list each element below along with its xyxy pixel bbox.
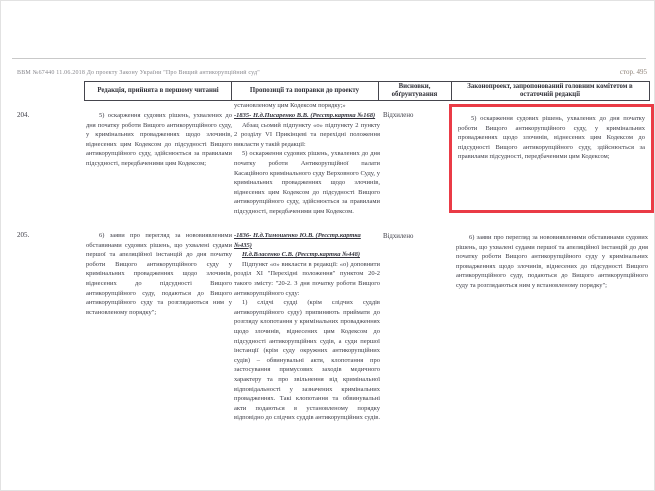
final-edition-text-204: 5) оскарження судових рішень, ухвалених до дня початку роботи Вищого антикорупційного суду, у кримінальних провадженнях щодо злочинів, віднесених цим Кодексом до підсудності Вищого антикорупційного суду, здійснюється за правилами підсудності, передбаченими цим Кодексом; [458, 115, 645, 161]
column-header-conclusions: Висновки, обґрунтування [378, 81, 452, 101]
red-highlight-box [449, 104, 654, 213]
amendment-paragraph: Абзац сьомий підпункту «о» підпункту 2 пункту 2 розділу VI Прикінцеві та перехідні положення викласти у такій редакції: [234, 121, 380, 148]
amendment-cell-204 [234, 111, 380, 217]
first-reading-text-205: 6) заяви про перегляд за нововиявленими обставинами судових рішень, що ухвалені судами першої та апеляційної інстанцій до дня початку роботи Вищого антикорупційного суду у кримінальних провадженнях щодо злочинів, віднесених до підсудності Вищого антикорупційного суду, подаються до Вищого антикорупційного суду та розглядаються ним у встановленому порядку"; [86, 232, 232, 316]
conclusion-status-204: Відхилено [383, 112, 414, 119]
amendment-author: -1835- Н.д.Писаренко В.В. (Реєстр.картка №168) [234, 112, 376, 119]
row-number: 204. [17, 111, 30, 119]
column-header-proposals: Пропозиції та поправки до проекту [231, 81, 379, 101]
row-number: 205. [17, 231, 30, 239]
amendment-author-second: Н.д.Власенко С.В. (Реєстр.картка №448) [242, 251, 360, 259]
amendment-paragraph: Підпункт «о» викласти в редакції: «о) доповнити розділ XI "Перехідні положення" пунктом 20-2 такого змісту: "20-2. З дня початку роботи Вищого антикорупційного суду: [234, 260, 380, 297]
document-reference: ВВМ №67440 11.06.2018 До проекту Закону України "Про Вищий антикорупційний суд" [17, 70, 260, 76]
carryover-text: установленому цим Кодексом порядку;» [234, 102, 346, 109]
amendment-author: -1836- Н.д.Тимошенко Ю.В. (Реєстр.картка №435) [234, 232, 361, 249]
column-header-first-reading: Редакція, прийнята в першому читанні [84, 81, 232, 101]
amendment-paragraph: 5) оскарження судових рішень, ухвалених до дня початку роботи Антикорупційної палати Касаційного кримінального суду Верховного Суду, у кримінальних провадженнях щодо злочинів, віднесених цим Кодексом до підсудності Вищого антикорупційного суду, здійснюється за правилами підсудності, передбаченими цим Кодексом. [234, 150, 380, 215]
column-header-final-edition: Законопроект, запропонований головним комітетом в остаточній редакції [451, 81, 650, 101]
first-reading-text-204: 5) оскарження судових рішень, ухвалених до дня початку роботи Вищого антикорупційного суду, у кримінальних провадженнях щодо злочинів, віднесених цим Кодексом до підсудності Вищого антикорупційного суду, здійснюється за правилами підсудності, передбаченими цим Кодексом; [86, 112, 232, 167]
page-top-rule [12, 58, 646, 59]
final-edition-text-205: 6) заяви про перегляд за нововиявленими обставинами судових рішень, що ухвалені судами першої та апеляційної інстанцій до дня початку роботи Вищого антикорупційного суду у кримінальних провадженнях щодо злочинів, віднесених до підсудності Вищого антикорупційного суду, подаються до Вищого антикорупційного суду та розглядаються ним у встановленому порядку"; [456, 234, 648, 289]
conclusion-status-205: Відхилено [383, 233, 414, 240]
page-number: стор. 495 [619, 68, 647, 76]
amendment-cell-205 [234, 231, 380, 423]
amendment-paragraph: 1) слідчі судді (крім слідчих суддів антикорупційного суду) припиняють приймати до розгляду клопотання у кримінальних провадженнях щодо злочинів, віднесених цим Кодексом до підсудності антикорупційних судів, а суди першої інстанції (крім суду окружних антикорупційних судів) – обвинувальні акти, клопотання про застосування примусових заходів медичного характеру та про звільнення від кримінальної відповідальності у зазначених кримінальних провадженнях. Такі клопотання та обвинувальні акти подаються в установленому порядку відповідно до слідчих суддів антикорупційних судів. [234, 299, 380, 422]
